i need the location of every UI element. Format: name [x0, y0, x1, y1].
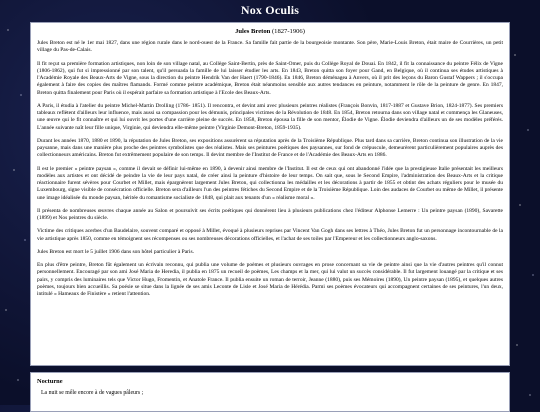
article-paragraph-training: Il fit reçut sa première formation artistiques, non loin de son village natal, au Collège Saint-Bertin, près de Saint-Omer, puis du Collège Royal de Douai. En 1842, il fit la connaissance du peintre Félix de Vigne (1806-1862), qui fut si impressionné par son talent, qu'il persuada la famille de lui laisser étudier les arts. En 1843, Breton quitta son foyer pour Gand, en Belgique, où il continua ses études artistiques à l'Académie Royale des Beaux-Arts de Vigne, sous la direction du peintre Hendrik Van der Haert (1790-1846). En 1846, Breton déménagea à Anvers, où il prit des leçons du Baron Gustaf Wappers ; il s'occupa également à faire des copies des maîtres flamands. Formé comme peintre académique, Breton était néanmoins sensible aux autres tendances en peinture, notamment le rôle de la peinture de genre. En 1847, Breton quitta finalement pour Paris où il espérait parfaire sa formation artistique à l'Ecole des Beaux-Arts.: [37, 60, 503, 96]
article-title: [37, 28, 503, 35]
article-title-name: Jules Breton: [235, 28, 271, 35]
article-paragraph-publications: Il présenta de nombreuses œuvres chaque année au Salon et poursuivit ses écrits poétiques qui donnèrent lieu à plusieurs publications chez l'éditeur Alphonse Lemerre : Un peintre paysan (1890), Savarette (1899) et Nos peintres du siècle.: [37, 207, 503, 221]
site-title: Nox Oculis: [240, 3, 300, 17]
poem-title: Nocturne: [37, 378, 63, 385]
article-paragraph-critics: Victime des critiques acerbes d'un Baudelaire, souvent comparé et opposé à Millet, évoqué à plusieurs reprises par Vincent Van Gogh dans ses lettres à Théo, Jules Breton fut un personnage incontournable de la vie artistique après 1850, comme en témoignent ses récompenses ou ses nombreuses décorations officielles, et l'achat de ses toiles par l'Empereur et les collectionneurs anglo-saxons.: [37, 228, 503, 242]
article-paragraph-paris: A Paris, il étudia à l'atelier du peintre Michel-Martin Drolling (1786- 1851). Il rencontra, et devint ami avec plusieurs peintres réalistes (François Bonvin, 1817-1887 et Gustave Brion, 1824-1877). Ses premiers tableaux reflètent d'ailleurs leur influence, mais aussi sa compassion pour les démunis, principales victimes de la Révolution de 1848. En 1854, Breton retourna dans son village natal et commença les Glaneuses, une œuvre qui le fit connaître et qui lui ouvrit les portes d'une carrière pleine de succès. En 1858, Breton épousa la fille de son mentor, Élodie de Vigne. Élodie deviendra d'ailleurs un de ses modèles préférés. L'année suivante naît leur fille unique, Virginie, qui deviendra elle-même peintre (Virginie Demont-Breton, 1859-1935).: [37, 102, 503, 131]
article-panel: [30, 22, 510, 366]
article-paragraph-death: Jules Breton est mort le 5 juillet 1906 dans son hôtel particulier à Paris.: [37, 248, 195, 255]
article-paragraph-birth: Jules Breton est né le 1er mai 1827, dans une région rurale dans le nord-ouest de la France. Sa famille fait partie de la bourgeoisie montante. Son père, Marie-Louis Breton, était maire de Courrières, un petit village du Pas-de-Calais.: [37, 40, 503, 54]
article-title-dates: (1827-1906): [271, 28, 305, 35]
article-paragraph-reputation: Durant les années 1870, 1880 et 1890, la réputation de Jules Breton, ses expositions assurèrent sa réputation après de la Troisième République. Plus tard dans sa carrière, Breton continua son illustration de la vie paysanne, mais dans une manière plus proche des peintres symbolistes que des réalistes. Mais ses peintures poétiques des paysannes, sur fond de crépuscule, demeurèrent particulièrement populaires auprès des collectionneurs américains. Breton fut extrêmement populaire de son temps. Il devint membre de l'Institut de France et de l'Académie des Beaux-Arts en 1886.: [37, 137, 503, 159]
article-paragraph-writer: En plus d'être peintre, Breton fût également un écrivain reconnu, qui publia une volume de poèmes et plusieurs ouvrages en prose concernant sa vie de peintre ainsi que la vie d'autres peintres qu'il connut personnellement. Encouragé par son ami José Maria de Heredia, il publia en 1875 un recueil de poèmes, Les champs et la mer, qui lui valut un succès considérable. Il fut largement louangé par la critique et ses pairs, y compris des luminaires tels que Victor Hugo, Fromentin, et Anatole France. Il publia ensuite un roman de terroir, Jeanne (1880), puis ses Mémoires (1890), Un peintre paysan (1895), et quelques autres poèmes, toujours bien accueillis. Sa poésie se situe dans la lignée de ses amis Leconte de Lisle et José Maria de Hérédia. Parmi ses poèmes évocateurs qui accompagnent certaines de ses peintures, l'un deux, intitulé « Hameaux de Finistère » retient l'attention.: [37, 262, 503, 297]
poem-first-line: La nuit se mêle encore à de vagues pâleurs ;: [41, 390, 144, 396]
poem-panel: [30, 372, 510, 412]
article-paragraph-peintre-paysan: Il est le premier « peintre paysan », comme il devait se définir lui-même en 1890, à devenir ainsi membre de l'Institut. Il est de ceux qui ont abandonné l'idée que la prestigieuse Italie présentait les meilleurs modèles aux artistes et ont décidé de peindre la vie de leur pays natal, de créer ainsi la peinture d'histoire de leur temps. On sait que, sous le Second Empire, l'administration des Beaux-Arts et la critique réactionnaire furent sévères pour Courbet et Millet, mais épargnèrent largement Jules Breton, qui collectionna les médailles et les décorations à partir de 1855 et obtint des achats réguliers pour le musée du Luxembourg, signe visible de consécration officielle. Breton sera d'ailleurs l'un des peintres fétiches du Second Empire et de la Troisième République. Loin des audaces de Courbet ou même de Millet, il présente une image idéalisée du monde paysan, héritée du romantisme socialiste de 1848, qui plait aux tenants d'un « réalisme moral ».: [37, 165, 503, 201]
